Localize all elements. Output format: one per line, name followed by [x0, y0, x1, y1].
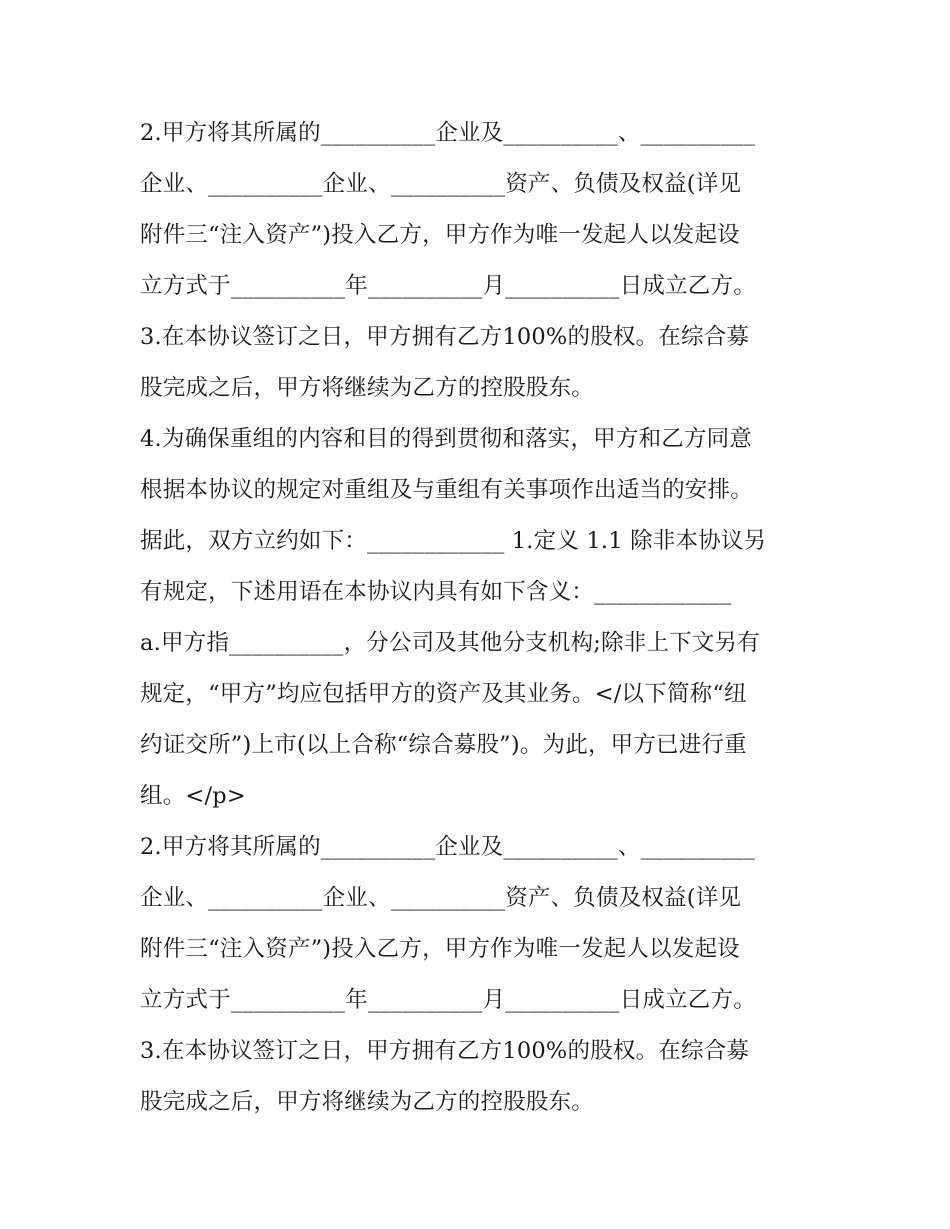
- text-line: 股完成之后，甲方将继续为乙方的控股股东。: [140, 1089, 595, 1115]
- document-body: [140, 108, 810, 1128]
- text-line: 约证交所”)上市(以上合称“综合募股”)。为此，甲方已进行重: [140, 732, 747, 758]
- text-line: 根据本协议的规定对重组及与重组有关事项作出适当的安排。: [140, 477, 753, 503]
- text-line: 规定，“甲方”均应包括甲方的资产及其业务。</以下简称“纽: [140, 681, 747, 707]
- text-line: 附件三“注入资产”)投入乙方，甲方作为唯一发起人以发起设: [140, 222, 740, 248]
- text-line: 立方式于__________年__________月__________日成立乙方。: [140, 273, 756, 299]
- text-line: 4.为确保重组的内容和目的得到贯彻和落实，甲方和乙方同意: [140, 426, 753, 452]
- text-line: 据此，双方立约如下：____________ 1.定义 1.1 除非本协议另: [140, 528, 767, 554]
- text-line: 组。</p>: [140, 783, 246, 809]
- text-line: a.甲方指__________，分公司及其他分支机构;除非上下文另有: [140, 630, 760, 656]
- text-line: 企业、__________企业、__________资产、负债及权益(详见: [140, 885, 742, 911]
- text-line: 立方式于__________年__________月__________日成立乙方。: [140, 987, 756, 1013]
- text-line: 附件三“注入资产”)投入乙方，甲方作为唯一发起人以发起设: [140, 936, 740, 962]
- text-line: 3.在本协议签订之日，甲方拥有乙方100%的股权。在综合募: [140, 324, 750, 350]
- text-line: 2.甲方将其所属的__________企业及__________、__________: [140, 120, 756, 146]
- text-line: 股完成之后，甲方将继续为乙方的控股股东。: [140, 375, 595, 401]
- text-line: 企业、__________企业、__________资产、负债及权益(详见: [140, 171, 742, 197]
- text-line: 3.在本协议签订之日，甲方拥有乙方100%的股权。在综合募: [140, 1038, 750, 1064]
- text-line: 有规定，下述用语在本协议内具有如下含义：____________: [140, 579, 732, 605]
- text-line: 2.甲方将其所属的__________企业及__________、__________: [140, 834, 756, 860]
